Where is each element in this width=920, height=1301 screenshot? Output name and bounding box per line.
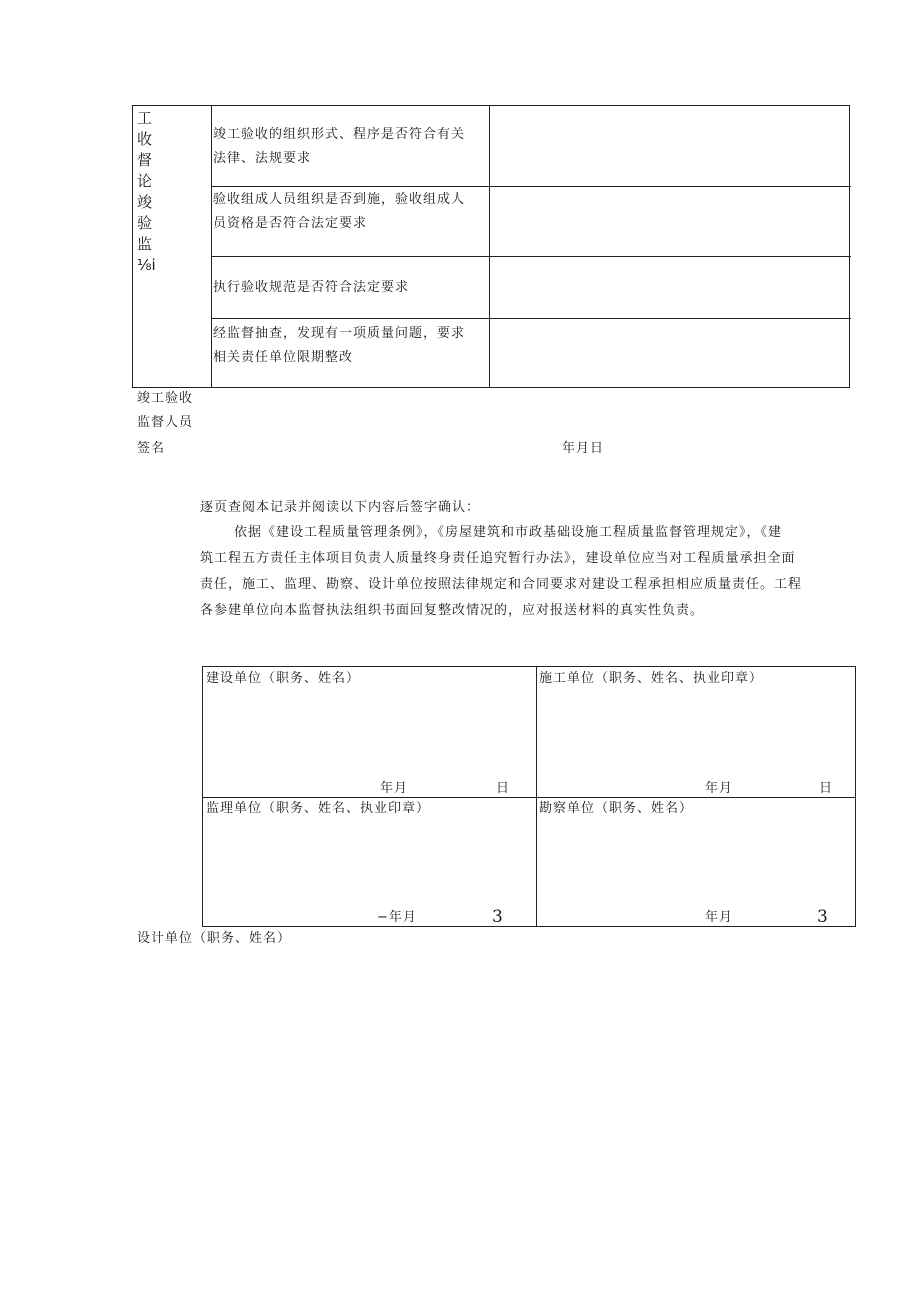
supervisor-label-line3: 签名 <box>137 441 166 456</box>
supervision-unit-date-ym: −年月 <box>377 910 417 925</box>
table-row-0-value <box>491 107 849 185</box>
contractor-unit-label: 施工单位（职务、姓名、执业印章） <box>539 671 764 686</box>
construction-unit-date-d: 日 <box>496 781 511 796</box>
confirmation-line: 责任，施工、监理、勘察、设计单位按照法律规定和合同要求对建设工程承担相应质量责任。工程 <box>200 577 803 592</box>
survey-unit-date-ym: 年月 <box>705 910 734 925</box>
table-row-3-value <box>491 320 849 387</box>
design-unit-label: 设计单位（职务、姓名） <box>137 931 292 946</box>
inspection-table <box>132 105 850 388</box>
survey-unit-date-d: 3 <box>817 907 829 927</box>
table-row-divider <box>211 186 851 187</box>
supervisor-label-line1: 竣工验收 <box>137 391 194 406</box>
side-label: 工 收 督 论 竣 验 监 ⅛i <box>137 109 156 274</box>
supervision-unit-date-d: 3 <box>492 907 504 927</box>
table-divider <box>211 106 212 387</box>
table-row-0-text: 竣工验收的组织形式、程序是否符合有关 法律、法规要求 <box>213 127 466 166</box>
contractor-unit-date-ym: 年月 <box>705 781 734 796</box>
supervisor-label-line2: 监督人员 <box>137 415 194 430</box>
table-divider <box>489 106 490 387</box>
confirmation-line: 各参建单位向本监督执法组织书面回复整改情况的，应对报送材料的真实性负责。 <box>200 603 705 618</box>
confirmation-line: 依据《建设工程质量管理条例》，《房屋建筑和市政基础设施工程质量监督管理规定》，《建 <box>234 525 783 540</box>
table-row-divider <box>211 318 851 319</box>
table-row-2-text: 执行验收规范是否符合法定要求 <box>213 280 410 295</box>
supervisor-date: 年月日 <box>562 441 605 456</box>
table-row-1-text: 验收组成人员组织是否到施，验收组成人 员资格是否符合法定要求 <box>213 192 466 231</box>
construction-unit-date-ym: 年月 <box>380 781 409 796</box>
confirmation-line: 筑工程五方责任主体项目负责人质量终身责任追究暂行办法》，建设单位应当对工程质量承担全面 <box>200 551 796 566</box>
table-row-2-value <box>491 258 849 317</box>
survey-unit-label: 勘察单位（职务、姓名） <box>539 801 694 816</box>
contractor-unit-date-d: 日 <box>819 781 834 796</box>
confirmation-intro: 逐页查阅本记录并阅读以下内容后签字确认： <box>200 500 481 515</box>
construction-unit-label: 建设单位（职务、姓名） <box>206 671 361 686</box>
table-row-divider <box>211 256 851 257</box>
signature-table <box>202 666 856 927</box>
supervision-unit-label: 监理单位（职务、姓名、执业印章） <box>206 801 431 816</box>
table-row-3-text: 经监督抽查，发现有一项质量问题，要求 相关责任单位限期整改 <box>213 326 466 365</box>
table-row-1-value <box>491 188 849 255</box>
